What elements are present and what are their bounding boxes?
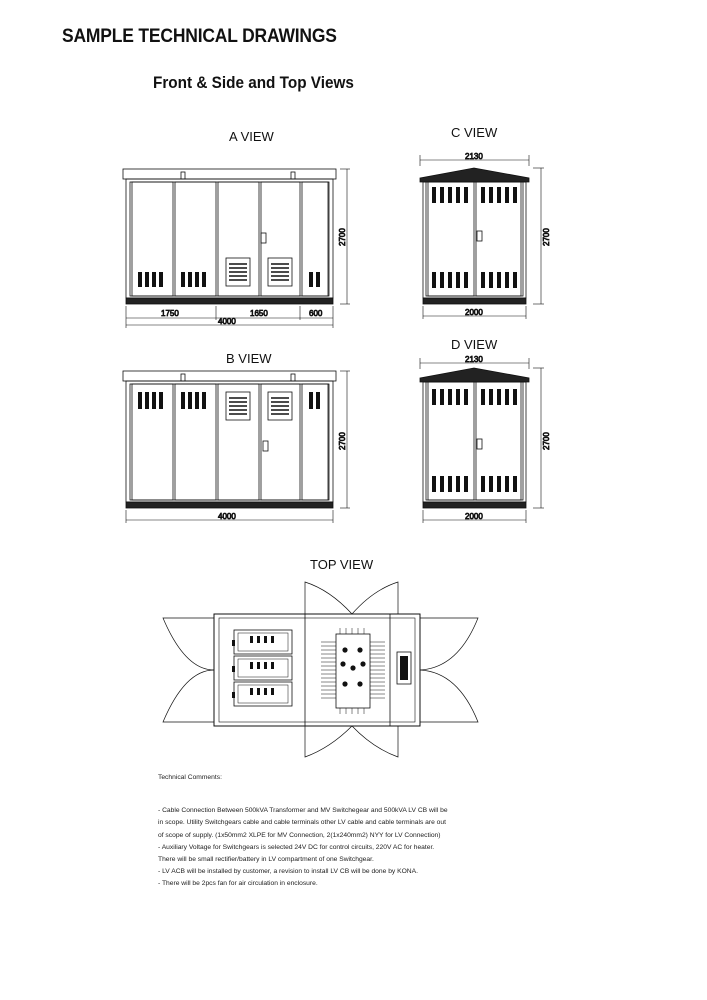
- comment-line: - Auxiliary Voltage for Switchgears is selected 24V DC for control circuits, 220V AC for heater.: [158, 843, 435, 851]
- top-view-transformer: [321, 628, 385, 714]
- top-view-switchgears: [232, 630, 292, 706]
- page-title: SAMPLE TECHNICAL DRAWINGS: [62, 26, 337, 47]
- comment-line: - LV ACB will be installed by customer, a revision to install LV CB will be done by KONA.: [158, 868, 418, 876]
- c-view-drawing: [420, 155, 544, 319]
- a-view-dim-1650: 1650: [250, 309, 268, 318]
- d-view-louvers: [432, 389, 517, 492]
- c-view-louvers: [432, 187, 517, 288]
- d-view-drawing: [420, 358, 544, 523]
- top-view-label: TOP VIEW: [310, 557, 374, 572]
- comment-line: of scope of supply. (1x50mm2 XLPE for MV Connection, 2(1x240mm2) NYY for LV Connection): [158, 831, 441, 839]
- b-view-label: B VIEW: [226, 351, 272, 366]
- comments-heading: Technical Comments:: [158, 774, 222, 781]
- comment-line: in scope. Utility Switchgears cable and cable terminals other LV cable and cable terminals are out: [158, 819, 446, 827]
- c-view-dim-2130: 2130: [465, 152, 483, 161]
- a-view-dim-1750: 1750: [161, 309, 179, 318]
- c-view-label: C VIEW: [451, 125, 498, 140]
- comment-line: - Cable Connection Between 500kVA Transformer and MV Switchegear and 500kVA LV CB will be: [158, 807, 448, 815]
- b-view-dim-4000: 4000: [218, 512, 236, 521]
- a-view-dim-4000: 4000: [218, 317, 236, 326]
- a-view-drawing: [123, 169, 350, 328]
- c-view-dim-2000: 2000: [465, 308, 483, 317]
- b-view-drawing: [123, 371, 350, 523]
- b-view-dim-2700: 2700: [338, 432, 347, 450]
- a-view-dim-600: 600: [309, 309, 323, 318]
- a-view-dim-2700: 2700: [338, 228, 347, 246]
- top-view-lv-panel: [397, 652, 411, 684]
- c-view-dim-2700: 2700: [542, 228, 551, 246]
- a-view-label: A VIEW: [229, 129, 274, 144]
- top-view-door-swings: [163, 582, 478, 757]
- d-view-label: D VIEW: [451, 337, 498, 352]
- d-view-dim-2000: 2000: [465, 512, 483, 521]
- d-view-dim-2700: 2700: [542, 432, 551, 450]
- comment-line: There will be small rectifier/battery in LV compartment of one Switchgear.: [158, 856, 374, 864]
- d-view-dim-2130: 2130: [465, 355, 483, 364]
- page-subtitle: Front & Side and Top Views: [153, 73, 354, 92]
- technical-comments: [158, 772, 518, 891]
- top-view-drawing: [163, 582, 478, 757]
- comment-line: - There will be 2pcs fan for air circulation in enclosure.: [158, 880, 318, 888]
